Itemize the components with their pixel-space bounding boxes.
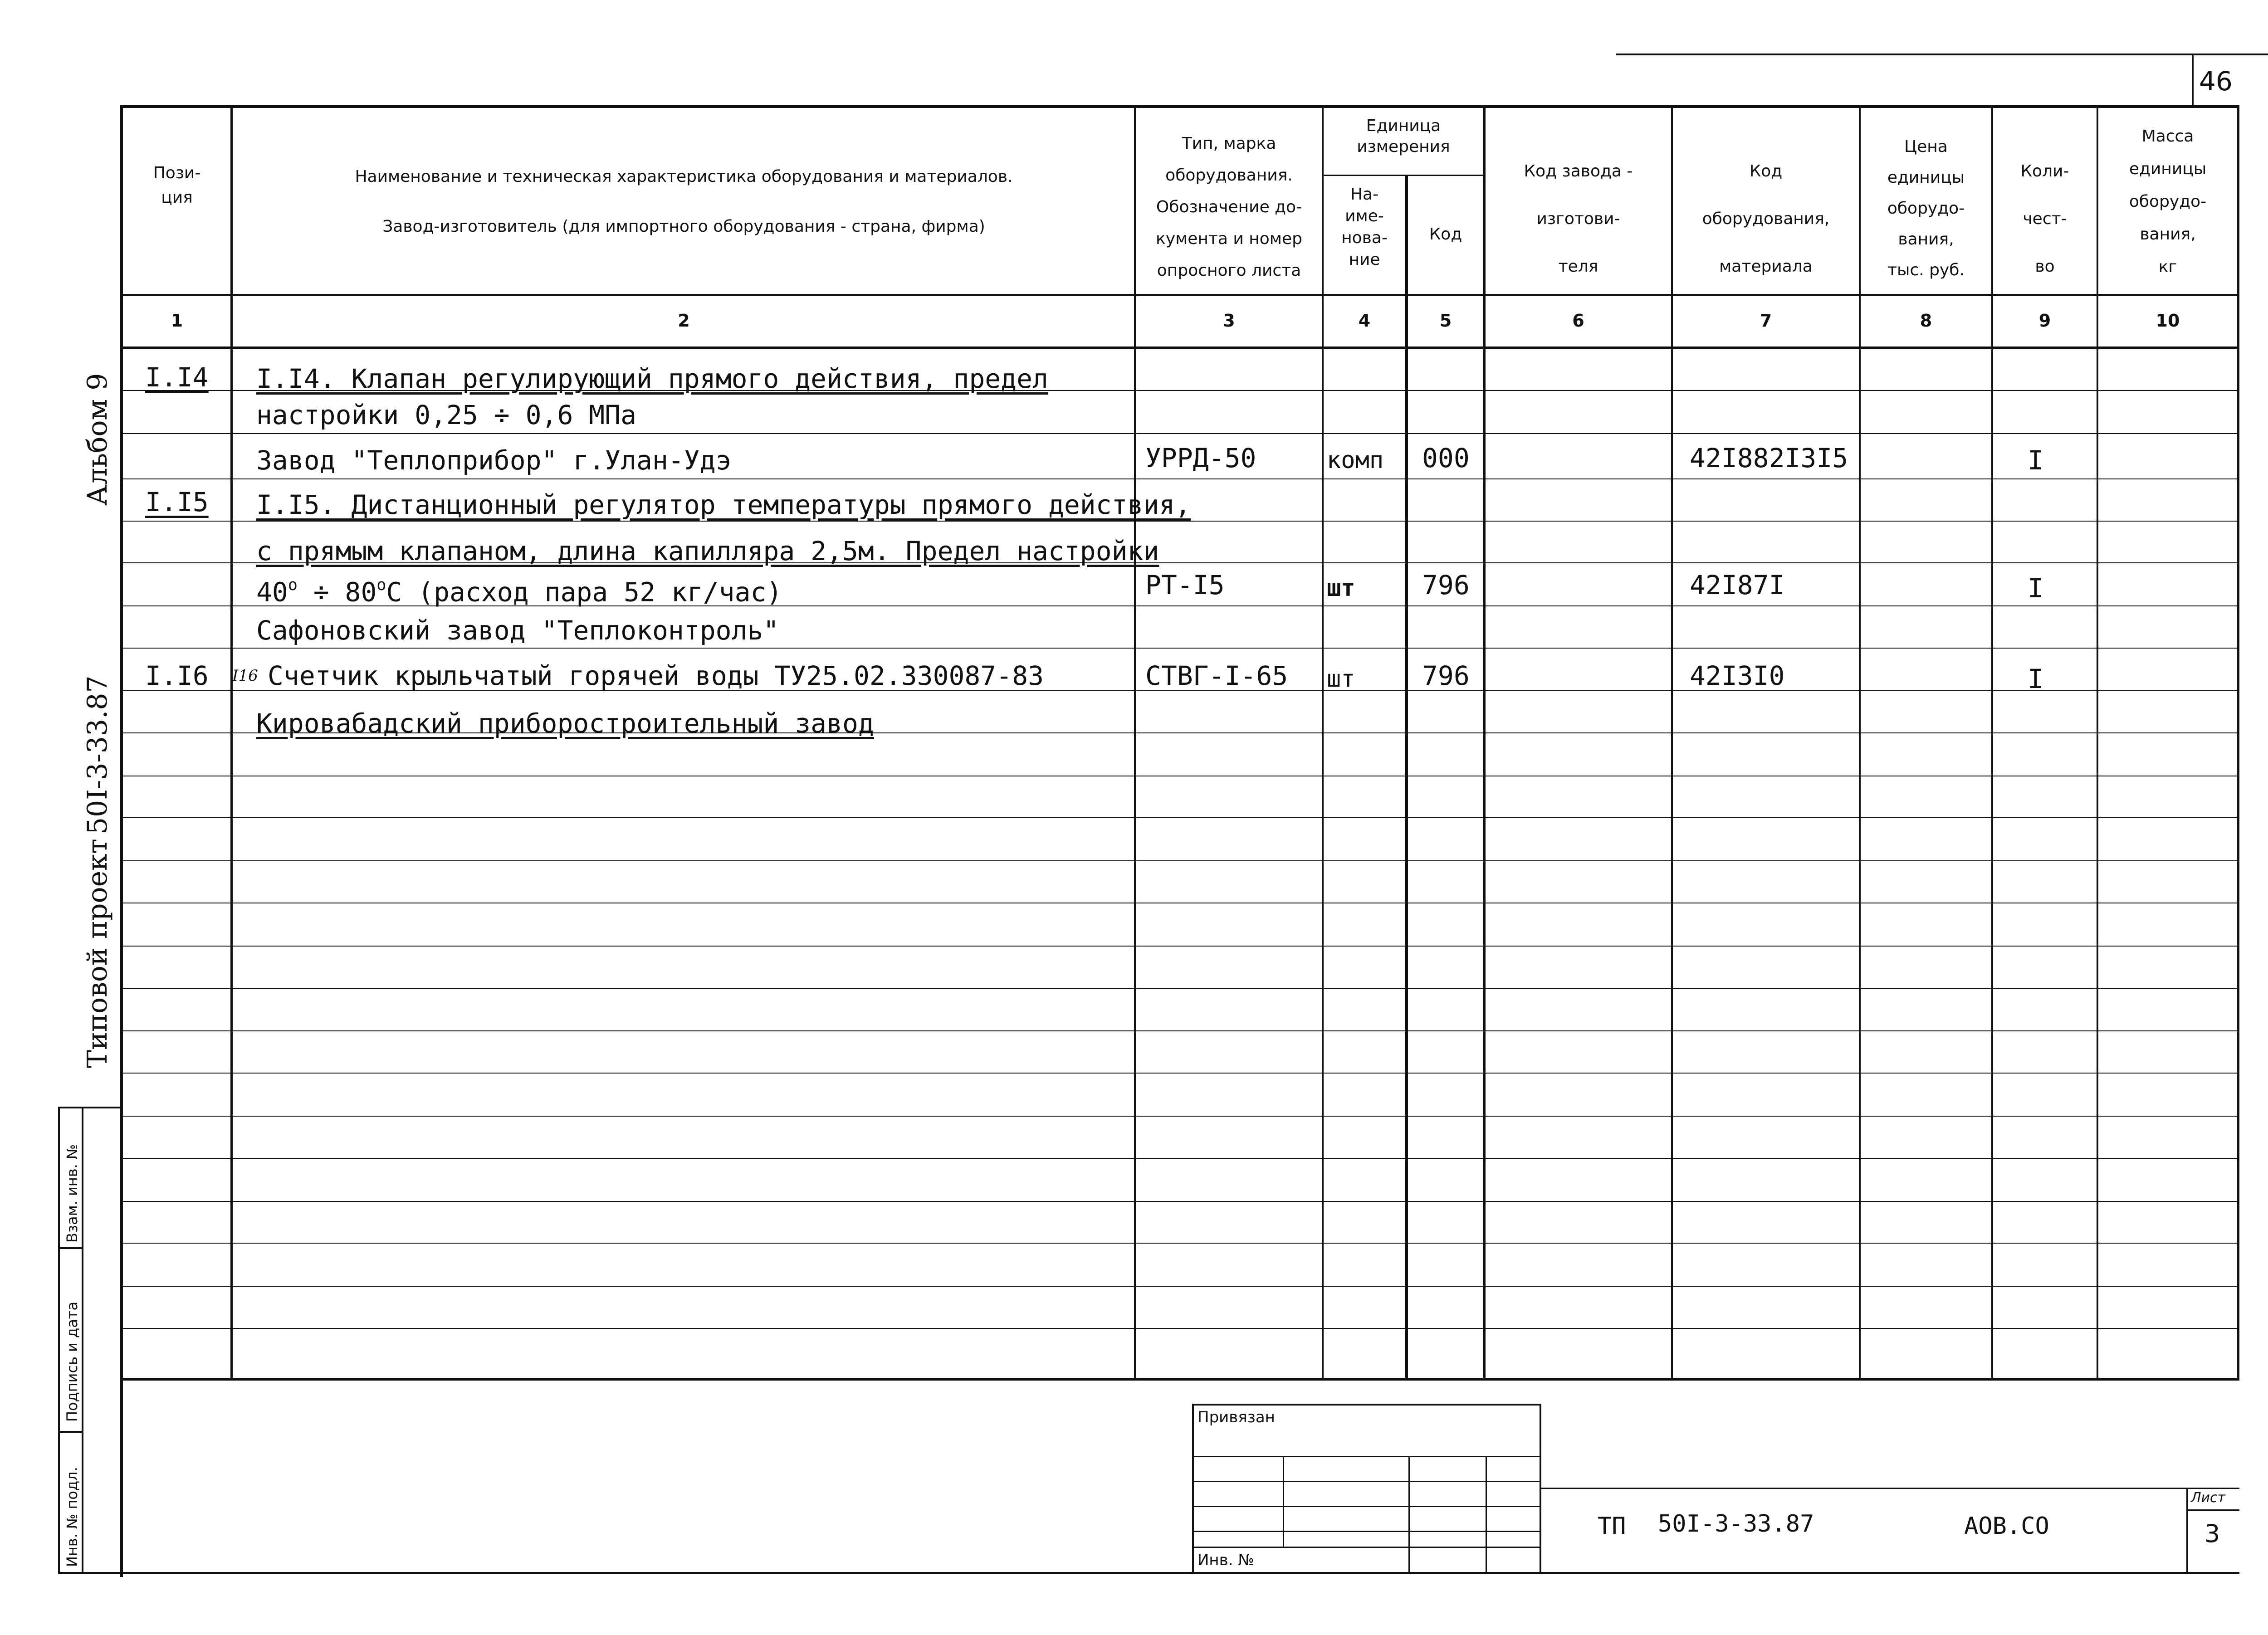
col-number: 5: [1439, 311, 1452, 331]
col-number: 7: [1760, 311, 1772, 331]
row-type: РТ-I5: [1145, 570, 1225, 600]
row-description: $40^o \div 80^oС$ (расход пара 52 кг/час): [256, 576, 782, 608]
col-number: 6: [1572, 311, 1584, 331]
row-position: I.I5: [145, 487, 209, 517]
row-unit: комп: [1327, 447, 1384, 474]
header-mass: Масса единицы оборудо- вания, кг: [2129, 127, 2207, 276]
stamp-inv-orig: Инв. № подл.: [64, 1467, 81, 1567]
row-type: СТВГ-I-65: [1145, 660, 1288, 691]
row-description: I.I5. Дистанционный регулятор температуры прямого действия,: [256, 489, 1191, 520]
row-material-code: 42I882I3I5: [1690, 443, 1848, 473]
col-number: 8: [1920, 311, 1932, 331]
page-number: 46: [2199, 66, 2233, 97]
sheet-label: Лист: [2191, 1490, 2226, 1506]
row-material-code: 42I87I: [1690, 570, 1785, 600]
header-type: Тип, марка оборудования. Обозначение до- кумента и номер опросного листа: [1156, 134, 1302, 280]
header-name: Наименование и техническая характеристика оборудования и материалов. Завод-изготовитель (для импортного оборудования - страна, фирма): [355, 167, 1013, 236]
row-description: I.I4. Клапан регулирующий прямого действия, предел: [256, 363, 1048, 394]
row-unit-code: 796: [1422, 660, 1470, 691]
header-position: Пози- ция: [153, 164, 201, 207]
sheet-number: 3: [2204, 1519, 2220, 1548]
col-number: 2: [678, 311, 690, 331]
tp-label: ТП: [1598, 1513, 1626, 1540]
row-position: I.I4: [145, 362, 209, 393]
row-unit: шт: [1327, 575, 1355, 602]
header-factory-code: Код завода - изготови- теля: [1524, 162, 1633, 276]
row-quantity: I: [2028, 664, 2043, 694]
stamp-inv-sub: Взам. инв. №: [64, 1144, 81, 1243]
doc-mark: АОВ.СО: [1964, 1513, 2049, 1540]
col-number: 10: [2156, 311, 2180, 331]
col-number: 4: [1358, 311, 1371, 331]
header-unit-name: На- име- нова- ние: [1341, 185, 1388, 269]
row-unit: шт: [1327, 665, 1355, 693]
row-description: настройки 0,25 ÷ 0,6 МПа: [256, 400, 637, 430]
row-description: Сафоновский завод "Теплоконтроль": [256, 615, 779, 646]
col-number: 1: [171, 311, 183, 331]
inv-number-label: Инв. №: [1198, 1551, 1254, 1569]
row-description: Счетчик крыльчатый горячей воды ТУ25.02.330087-83: [268, 660, 1044, 691]
col-number: 3: [1223, 311, 1235, 331]
row-unit-code: 000: [1422, 443, 1470, 473]
row-unit-code: 796: [1422, 570, 1470, 600]
header-unit-group: Единица измерения: [1357, 117, 1450, 156]
row-position: I.I6: [145, 660, 209, 691]
row-type: УРРД-50: [1145, 443, 1256, 473]
album-label: Альбом 9: [82, 373, 113, 506]
row-mark: I16: [232, 667, 258, 685]
project-code-label: 50I-3-33.87: [82, 675, 113, 835]
row-description: Кировабадский приборостроительный завод: [256, 708, 874, 739]
row-material-code: 42I3I0: [1690, 660, 1785, 691]
doc-code: 50I-3-33.87: [1658, 1510, 1814, 1537]
row-quantity: I: [2028, 573, 2043, 604]
row-quantity: I: [2028, 445, 2043, 476]
header-price: Цена единицы оборудо- вания, тыс. руб.: [1887, 137, 1965, 279]
row-description: Завод "Теплоприбор" г.Улан-Удэ: [256, 445, 732, 476]
col-number: 9: [2038, 311, 2051, 331]
header-material-code: Код оборудования, материала: [1702, 162, 1830, 276]
header-unit-code: Код: [1429, 225, 1462, 244]
attached-label: Привязан: [1198, 1408, 1275, 1426]
stamp-sign-date: Подпись и дата: [64, 1301, 81, 1422]
row-description: с прямым клапаном, длина капилляра 2,5м. Предел настройки: [256, 536, 1159, 566]
header-quantity: Коли- чест- во: [2020, 162, 2069, 276]
project-type-label: Типовой проект: [82, 839, 113, 1068]
